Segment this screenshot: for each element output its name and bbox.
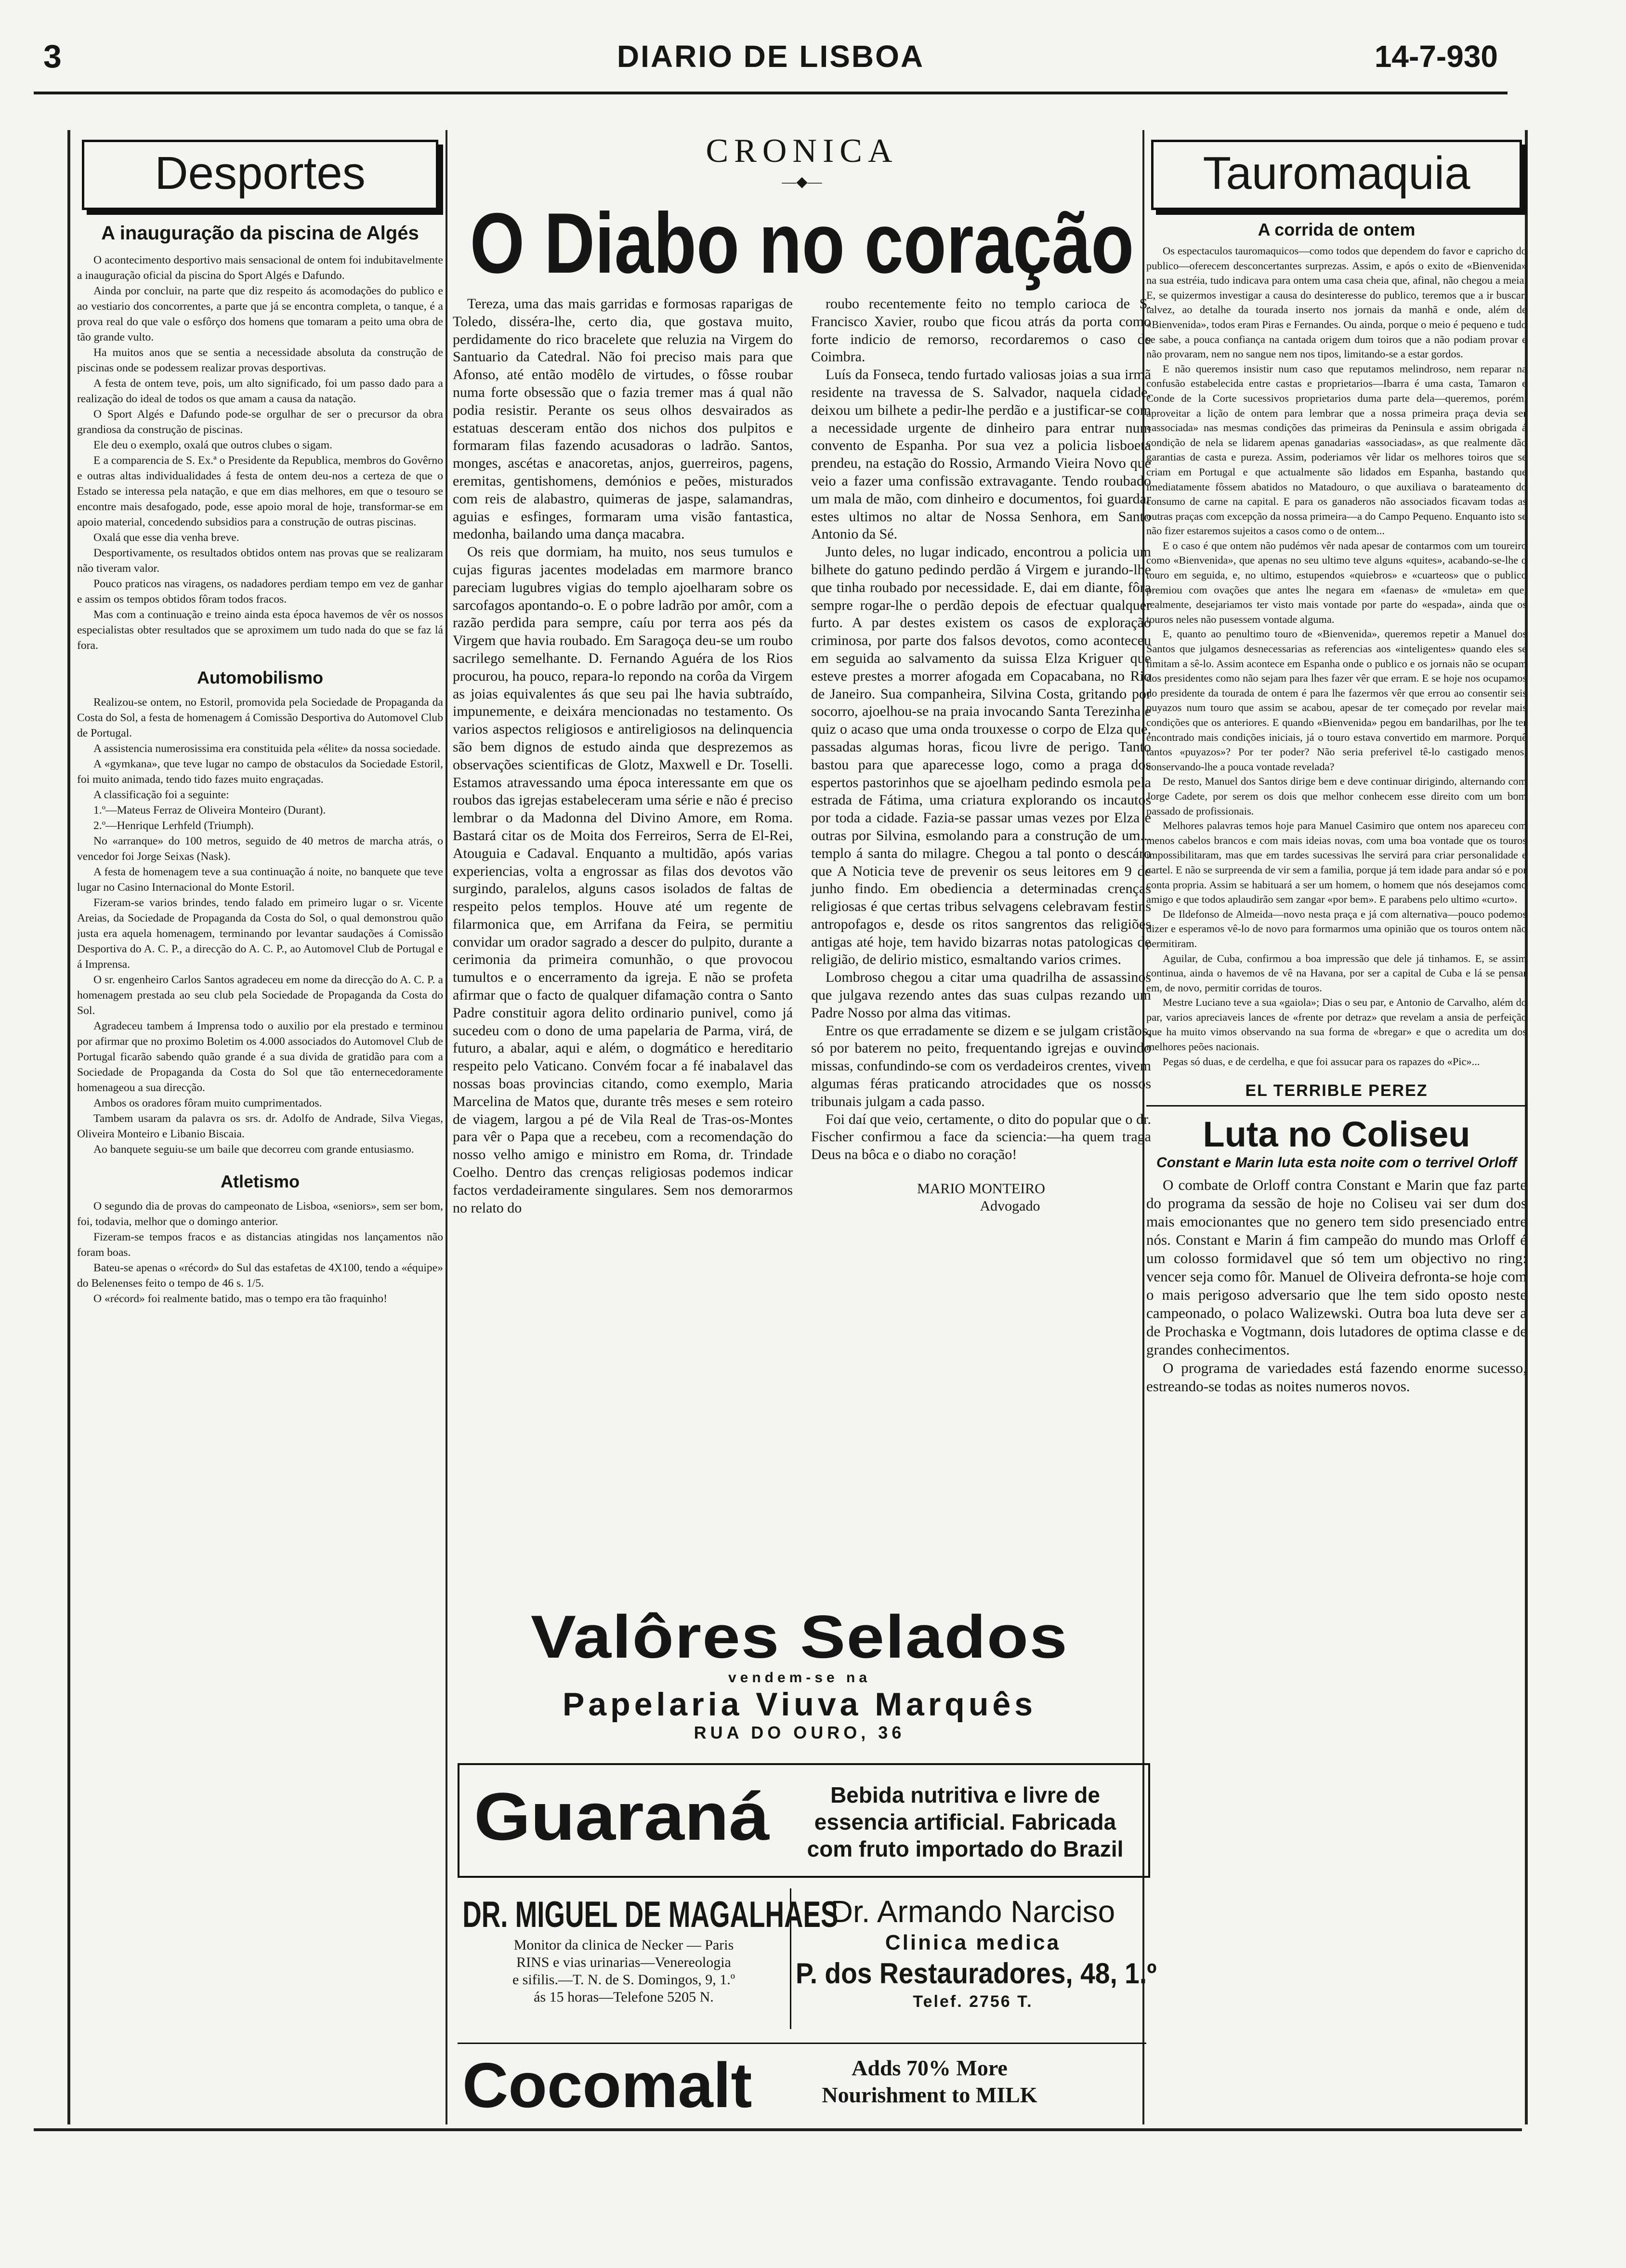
ad-cocomalt xyxy=(458,2043,1146,2121)
paragraph: E o caso é que ontem não pudémos vêr nada apesar de contarmos com um toureiro como «Bienvenida», que apenas no seu ultimo teve alguns «quites», acabando-se-lhe o touro em seguida, e, no ultimo, estupendos «quiebros» e «cuarteos» que o publico premiou com ovações que antes lhe negara em «faenas» de «muleta» em que, realmente, desejariamos ter visto mais vontade por parte do «espada», ainda que os touros neles não pusessem vontade alguma. xyxy=(1146,539,1527,625)
paragraph: Luís da Fonseca, tendo furtado valiosas joias a sua irmã residente na travessa de S. Salvador, naquela cidade, deixou um bilhete a pedir-lhe perdão e a justificar-se com a necessidade urgente de dinheiro para entrar num convento de Espanha. Por sua vez a policia lisboeta prendeu, na estação do Rossio, Armando Vieira Novo que veio a fazer uma confissão extravagante. Tendo roubado um mala de mão, com dinheiro e documentos, foi guardar estes ultimos no altar de Nossa Senhora, em Santo Antonio da Sé. xyxy=(811,367,1151,542)
paragraph: Realizou-se ontem, no Estoril, promovida pela Sociedade de Propaganda da Costa do Sol, a festa de homenagem á Comissão Desportiva do Automovel Club de Portugal. xyxy=(77,696,443,739)
ad-doctor-magalhaes xyxy=(458,1888,839,2029)
paragraph: Bateu-se apenas o «récord» do Sul das estafetas de 4X100, tendo a «équipe» do Belenenses feito o tempo de 46 s. 1/5. xyxy=(77,1262,443,1290)
ad-brand: Guaraná xyxy=(474,1779,770,1854)
ad-shop-name: Papelaria Viuva Marquês xyxy=(562,1686,1037,1723)
paragraph: O acontecimento desportivo mais sensacional de ontem foi indubitavelmente a inauguração oficial da piscina do Sport Algés e Dafundo. xyxy=(77,254,443,282)
byline: EL TERRIBLE PEREZ xyxy=(1146,1081,1527,1107)
ad-brand: Cocomalt xyxy=(462,2050,752,2121)
paragraph: A festa de ontem teve, pois, um alto significado, foi um passo dado para a realização do ideal de todos os que amam a causa da natação. xyxy=(77,377,443,405)
sports-column xyxy=(77,135,443,2110)
article-heading: Luta no Coliseu xyxy=(1203,1114,1470,1155)
doctor-specialty: Clinica medica xyxy=(885,1931,1061,1954)
paragraph: De Ildefonso de Almeida—novo nesta praça e já com alternativa—pouco podemos dizer e esperamos vê-lo de novo para formarmos uma opinião que os touros ontem não permitiram. xyxy=(1146,908,1527,949)
paragraph: E a comparencia de S. Ex.ª o Presidente da Republica, membros do Govêrno e outras altas individualidades á festa de ontem deu-nos a certeza de que o Estado se interessa pela natação, e que em dias melhores, em que o tesouro se encontre mais desafogado, pode, esse apoio moral de hoje, transformar-se em apoio material, concedendo subsidios para a construção de outras piscinas. xyxy=(77,454,443,528)
ad-text: vendem-se na xyxy=(728,1670,871,1686)
paragraph: Os reis que dormiam, ha muito, nos seus tumulos e cujas figuras jacentes modeladas em marmore branco pareciam lugubres vigias do templo ajoelharam sobre os sarcofagos apontando-o. E o pobre ladrão por amôr, com a razão perdida para sempre, caíu por terra aos pés da Virgem que havia roubado. Em Saragoça deu-se um roubo sacrilego semelhante. D. Fernando Aguéra de los Rios procurou, ha pouco, repara-lo repondo na corôa da Virgem as joias equivalentes ás que seu pai lhe havia subtraído, impunemente, e deixára mencionadas no testamento. Os varios aspectos religiosos e antireligiosos na delinquencia são bem dignos de estudo ainda que desprezemos as observações scientificas de Glotz, Maxwell e Dr. Toselli. Estamos atravessando uma época interessante em que os roubos das igrejas estabeleceram uma série e não é preciso lembrar o da Madonna del Divino Amore, em Roma. Bastará citar os de Moita dos Ferreiros, Serra de El-Rei, Atouguia e Cadaval. Enquanto a multidão, após varias experiencias, volta a engrossar as filas dos devotos vão surgindo, paralelos, alguns casos isolados de faltas de respeito pelos templos. Houve até um regente de filarmonica que, em Arrifana da Feira, se permitiu convidar um orador sagrado a descer do pulpito, durante a cerimonia da primeira comunhão, o que provocou tumultos e o encerramento da igreja. E não se profeta afirmar que o facto de qualquer difamação contra o Santo Padre constituir agora delito ordinario punivel, como já sucedeu com o dono de uma papelaria de Parma, virá, de futuro, a abalar, aqui e além, o dogmático e hereditario respeito pelo Vaticano. Convém focar a fé inabalavel das nossas boas provincias citando, como exemplo, Maria Marcelina de Matos que, durante três meses e sem roteiro de viagem, largou a pé de Vila Real de Tras-os-Montes para vêr o Papa que a recebeu, com a recomendação do nosso velho amigo e ministro em Roma, dr. Trindade Coelho. Dentro das crenças religiosas podemos indicar factos verdadeiramente singulares. Sem nos demorarmos no relato do xyxy=(453,544,793,1216)
paragraph: Fizeram-se varios brindes, tendo falado em primeiro lugar o sr. Vicente Areias, da Sociedade de Propaganda da Costa do Sol, o qual demonstrou quão justa era aquela homenagem, terminando por levantar saudações á Comissão Desportiva do A. C. P., a direcção do A. C. P., ao Automovel Club de Portugal e á Imprensa. xyxy=(77,897,443,971)
newspaper-title: DIARIO DE LISBOA xyxy=(616,39,925,74)
chronicle-article xyxy=(453,130,1151,1585)
issue-date: 14-7-930 xyxy=(1374,39,1498,74)
article-heading: A inauguração da piscina de Algés xyxy=(101,223,419,244)
ad-doctor-narciso xyxy=(796,1888,1157,2029)
ad-guarana xyxy=(458,1763,1150,1878)
paragraph: 2.º—Henrique Lerhfeld (Triumph). xyxy=(93,819,254,832)
paragraph: No «arranque» do 100 metros, seguido de 40 metros de marcha atrás, o vencedor foi Jorge Seixas (Nask). xyxy=(77,835,443,863)
ad-address: RUA DO OURO, 36 xyxy=(694,1723,905,1742)
article-column-2 xyxy=(811,295,1151,1217)
article-column-1 xyxy=(453,295,793,1217)
paragraph: Aguilar, de Cuba, confirmou a boa impressão que dele já tinhamos. E, se assim continua, ainda o havemos de vê na Havana, por ser a capital de Cuba e lá se pensar em, de novo, permitir corridas de touros. xyxy=(1146,952,1527,994)
paragraph: A assistencia numerosissima era constituida pela «élite» da nossa sociedade. xyxy=(93,742,441,755)
article-body xyxy=(77,695,443,1157)
paragraph: Pouco praticos nas viragens, os nadadores perdiam tempo em vez de ganhar e assim os tempos obtidos fôram todos fracos. xyxy=(77,578,443,606)
paragraph: Desportivamente, os resultados obtidos ontem nas provas que se realizaram não tiveram valor. xyxy=(77,547,443,575)
paragraph: Ha muitos anos que se sentia a necessidade absoluta da construção de piscinas onde se podessem realizar provas desportivas. xyxy=(77,346,443,374)
article-title: O Diabo no coração xyxy=(470,195,1134,291)
paragraph: Oxalá que esse dia venha breve. xyxy=(93,531,239,544)
section-heading-desportes: Desportes xyxy=(82,140,438,210)
masthead xyxy=(34,34,1508,94)
left-border-rule xyxy=(67,130,70,2124)
paragraph: Fizeram-se tempos fracos e as distancias atingidas nos lançamentos não foram boas. xyxy=(77,1231,443,1259)
paragraph: Tambem usaram da palavra os srs. dr. Adolfo de Andrade, Silva Viegas, Oliveira Monteiro e Libanio Biscaia. xyxy=(77,1112,443,1140)
paragraph: Mas com a continuação e treino ainda esta época havemos de vêr os nossos especialistas obter resultados que se aproximem um tudo nada do que se faz lá fora. xyxy=(77,608,443,652)
article-body xyxy=(1146,1176,1527,1396)
doctor-name: Dr. Armando Narciso xyxy=(830,1894,1115,1929)
tagline-line: Adds 70% More xyxy=(852,2056,1008,2080)
article-body xyxy=(1146,244,1527,1069)
paragraph: O combate de Orloff contra Constant e Marin que faz parte do programa da sessão de hoje no Coliseu vai ser dum dos mais emocionantes que no genero tem sido presenciado entre nós. Constant e Marin á fim campeão do mundo mas Orloff é um colosso formidavel que só tem um objectivo no ring: vencer seja como fôr. Manuel de Oliveira defronta-se hoje com o mais perigoso adversario que lhe tem sido oposto neste campeonado, o polaco Walizewski. Outra boa luta deve ser a de Prochaska e Vogtmann, dois lutadores de optima classe e de grandes conhecimentos. xyxy=(1146,1176,1527,1358)
paragraph: Os espectaculos tauromaquicos—como todos que dependem do favor e capricho do publico—oferecem desconcertantes surprezas. Assim, e após o exito de «Bienvenida» na sua estréia, tudo indicava para ontem uma casa cheia que, afinal, não chegou a meia. E, se quizermos investigar a causa do desinteresse do publico, teremos que a ir buscar, talvez, ao detalhe da tourada inserto nos jornais da manhã e onde, além de «Bienvenida», todos eram Piras e Fernandes. Ou ainda, porque o meio é pequeno e tudo se sabe, a pouca confiança na cantada origem dum toiros que a não podiam provar e não provaram, nem no sangue nem nos tipos, limitando-se a estar gordos. xyxy=(1146,245,1527,360)
paragraph: Junto deles, no lugar indicado, encontrou a policia um bilhete do gatuno pedindo perdão á Virgem e jurando-lhe que tinha roubado por necessidade. E, dai em diante, fôra sempre rogar-lhe o perdão depois de efectuar qualquer furto. A par destes existem os casos de exploração criminosa, por parte dos falsos devotos, como aconteceu em seguida ao salvamento da suissa Elza Kriguer que esteve prestes a morrer afogada em Copacabana, no Rio de Janeiro. Sua companheira, Silvina Costa, gritando por socorro, ajoelhou-se na praia invocando Santa Terezinha e quiz o acaso que uma onda trouxesse o corpo de Elza que, passadas algumas horas, ficou livre de perigo. Tanto bastou para que aparecesse logo, como a praga dos espertos pastorinhos que se ajoelham pedindo esmola pela estrada de Fátima, uma criatura explorando os incautos por toda a cidade. Fazia-se passar umas vezes por Elza e outras por Silvina, esmolando para a construção de um... templo á santa do milagre. Chegou a tal ponto o descáro que A Noticia teve de prevenir os seus leitores em 9 de junho findo. Em obediencia a determinadas crenças religiosas é que certas tribus selvagens celebravam festins antropofagos e, desde os ritos sangrentos das religiões antigas até hoje, tem havido bizarras notas patologicas de religião, de delirio mistico, esmaltando varios crimes. xyxy=(811,544,1151,968)
paragraph: Mestre Luciano teve a sua «gaiola»; Dias o seu par, e Antonio de Carvalho, além do par, varios apreciaveis lances de «frente por detraz» que revelam a ansia de perfeição que ha muito vimos observando na sua forma de «bregar» e que o acredita um dos melhores peões nacionais. xyxy=(1146,996,1527,1053)
doctor-line: Monitor da clinica de Necker — Paris xyxy=(513,1937,734,1953)
bottom-rule xyxy=(34,2128,1522,2131)
paragraph: Foi daí que veio, certamente, o dito do popular que o dr. Fischer confirmou a face da sciencia:—ha quem traga Deus na bôca e o diabo no coração! xyxy=(811,1111,1151,1163)
doctor-line: ás 15 horas—Telefone 5205 N. xyxy=(534,1989,714,2005)
paragraph: O «récord» foi realmente batido, mas o tempo era tão fraquinho! xyxy=(93,1292,387,1305)
article-heading: Automobilismo xyxy=(197,668,323,687)
chronicle-label: CRONICA xyxy=(706,132,898,170)
doctor-name: DR. MIGUEL DE MAGALHAES xyxy=(462,1894,839,1935)
paragraph: Agradeceu tambem á Imprensa todo o auxilio por ela prestado e terminou por afirmar que no proximo Boletim os 4.000 associados do Automovel Club de Portugal ficarão sabendo quão grande é a sua divida de gratidão para com a Sociedade de Propaganda da Costa do Sol que tão enternecedoramente homenageou a sua direcção. xyxy=(77,1020,443,1094)
article-body xyxy=(77,252,443,653)
paragraph: Pegas só duas, e de cerdelha, e que foi assucar para os rapazes do «Pic»... xyxy=(1163,1055,1480,1068)
article-heading: A corrida de ontem xyxy=(1258,220,1416,239)
article-columns xyxy=(453,295,1151,1217)
author-role: Advogado xyxy=(980,1198,1040,1214)
paragraph: Entre os que erradamente se dizem e se julgam cristãos, só por baterem no peito, frequentando igrejas e ouvindo missas, confundindo-se com os verdadeiros crentes, vivem algumas féras praticando atrocidades que os nossos tribunais julgam a cada passo. xyxy=(811,1022,1151,1109)
paragraph: Ele deu o exemplo, oxalá que outros clubes o sigam. xyxy=(93,439,332,451)
ornament: —◆— xyxy=(782,174,822,190)
article-heading: Atletismo xyxy=(220,1172,300,1191)
paragraph: 1.º—Mateus Ferraz de Oliveira Monteiro (Durant). xyxy=(93,804,326,817)
tagline-line: Nourishment to MILK xyxy=(822,2083,1037,2107)
paragraph: Ainda por concluir, na parte que diz respeito ás acomodações do publico e ao vestiario dos concorrentes, a parte que já se encontra completa, o tanque, é a prova real do que vale o esfôrço dos homens que tomaram a peito uma obra de tão grande vulto. xyxy=(77,285,443,343)
section-heading-tauromaquia: Tauromaquia xyxy=(1151,140,1522,210)
paragraph: Melhores palavras temos hoje para Manuel Casimiro que ontem nos apareceu com menos cabelos brancos e com mais ideias novas, com uma boa vontade que os touros impossibilitaram, mas que em tardes sucessivas lhe servirá para criar personalidade e cartel. E não se surpreenda de vir sem a familia, porque já tem idade para andar só e por conta propria. Assim se habituará a ser um homem, o homem que nós desejamos como amigo e que todos aplaudirão sem zangar «por bem». E parabens pelo ultimo «curto». xyxy=(1146,819,1527,906)
bullfighting-column xyxy=(1146,135,1527,2120)
doctor-phone: Telef. 2756 T. xyxy=(913,1992,1033,2011)
paragraph: O Sport Algés e Dafundo pode-se orgulhar de ser o precursor da obra grandiosa da construção de piscinas. xyxy=(77,408,443,436)
signature xyxy=(811,1180,1151,1215)
paragraph: E, quanto ao penultimo touro de «Bienvenida», queremos repetir a Manuel dos Santos que julgamos desnecessarias as referencias aos «inteligentes» quando eles se limitam a sê-lo. Assim acontece em Espanha onde o publico e os jornais não se ocupam dos presidentes como não sejam para lhes fazer vêr que erram. E se hoje nos ocupamos do presidente da tourada de ontem é para lhe fazermos vêr que errou ao consentir seis puyazos num touro que assim se acabou, apesar de ter começado por revelar mais condições que os anteriores. E quando «Bienvenida» pegou em bandarilhas, por lhe ter encontrado mais condições iniciais, já o touro estava convertido em marmore. Porquê tantos «puyazos»? Por ter poder? Não seria preferivel tê-lo castigado menos, conservando-lhe a pouca vontade revelada? xyxy=(1146,628,1527,773)
paragraph: A «gymkana», que teve lugar no campo de obstaculos da Sociedade Estoril, foi muito animada, tendo tido fazes muito engraçadas. xyxy=(77,758,443,786)
ad-doctors xyxy=(458,1888,1157,2033)
paragraph: Tereza, uma das mais garridas e formosas raparigas de Toledo, disséra-lhe, certo dia, que gostava muito, perdidamente do rico bracelete que reluzia na Virgem do Santuario da Catedral. Não foi preciso mais para que Afonso, até então modêlo de virtudes, o fôsse roubar numa forte obsessão que o fazia tremer mas á qual não podia resistir. Perante os seus olhos desvairados as estatuas desceram então dos nichos dos pulpitos e formaram filas fazendo acusadoras o ladrão. Santos, monges, ascétas e anacoretas, anjos, guerreiros, pagens, eremitas, gentishomens, demónios e peões, misturados com reis de alabastro, quimeras de jaspe, salamandras, aguias e esfinges, formaram uma visão fantastica, medonha, bailando uma dança macabra. xyxy=(453,296,793,542)
paragraph: Ao banquete seguiu-se um baile que decorreu com grande entusiasmo. xyxy=(93,1143,414,1156)
paragraph: De resto, Manuel dos Santos dirige bem e deve continuar dirigindo, alternando com Jorge Cadete, por serem os dois que melhor conhecem esse direito com um bom passado de profissionais. xyxy=(1146,775,1527,817)
ad-description: Bebida nutritiva e livre de essencia artificial. Fabricada com fruto importado do Brazil xyxy=(807,1782,1124,1861)
paragraph: O sr. engenheiro Carlos Santos agradeceu em nome da direcção do A. C. P. a homenagem prestada ao seu club pela Sociedade de Propaganda da Costa do Sol. xyxy=(77,974,443,1017)
ad-headline: Valôres Selados xyxy=(530,1603,1069,1671)
ad-tagline xyxy=(804,2055,1055,2109)
paragraph: Ambos os oradores fôram muito cumprimentados. xyxy=(93,1097,322,1109)
article-subheading: Constant e Marin luta esta noite com o terrivel Orloff xyxy=(1156,1155,1517,1171)
paragraph: E não queremos insistir num caso que reputamos melindroso, nem reparar na confusão estabelecida entre castas e proprietarios—Ibarra é uma casta, Tamaron e Conde de la Corte sucessivos proprietarios duma parte dela—queremos, porém, aproveitar a lição de ontem para lembrar que a nossa primeira praça devia ser «associada» nas mesmas condições das primeiras da Peninsula e assim obrigada á condição de nela se lidarem apenas ganadarias «associadas», as que realmente dão garantias de casta e pureza. Assim, poderiamos vêr lidar os melhores toiros que se criam em Portugal e que actualmente são lidados em Espanha, bastando que imediatamente fôssem abatidos no Matadouro, o que auxiliava o barateamento do consumo de carne na capital. E para os ganaderos não associados ficavam todas as outras praças com excepção da nossa primeira—a do Campo Pequeno. Enquanto isto se não fizer estaremos sujeitos a casos como o de ontem... xyxy=(1146,362,1527,537)
doctor-line: RINS e vias urinarias—Venereologia xyxy=(516,1954,731,1970)
article-body xyxy=(77,1199,443,1306)
paragraph: roubo recentemente feito no templo carioca de S. Francisco Xavier, roubo que ficou atrás da porta como forte indicio de remorso, recordaremos o caso de Coimbra. xyxy=(811,296,1151,365)
ad-valores-selados xyxy=(453,1604,1146,1749)
doctor-line: e sifilis.—T. N. de S. Domingos, 9, 1.º xyxy=(512,1972,735,1988)
paragraph: A classificação foi a seguinte: xyxy=(93,789,229,801)
page-number: 3 xyxy=(43,38,62,75)
column-rule-1 xyxy=(446,130,447,2124)
paragraph: O programa de variedades está fazendo enorme sucesso, estreando-se todas as noites numeros novos. xyxy=(1146,1359,1527,1395)
paragraph: A festa de homenagem teve a sua continuação á noite, no banquete que teve lugar no Casino Internacional do Monte Estoril. xyxy=(77,866,443,894)
paragraph: Lombroso chegou a citar uma quadrilha de assassinos que julgava rezendo antes das suas culpas rezando um Padre Nosso por alma das vitimas. xyxy=(811,969,1151,1021)
doctor-address: P. dos Restauradores, 48, 1.º xyxy=(796,1957,1157,1990)
paragraph: O segundo dia de provas do campeonato de Lisboa, «seniors», sem ser bom, foi, todavia, melhor que o domingo anterior. xyxy=(77,1200,443,1228)
author-name: MARIO MONTEIRO xyxy=(917,1181,1045,1197)
